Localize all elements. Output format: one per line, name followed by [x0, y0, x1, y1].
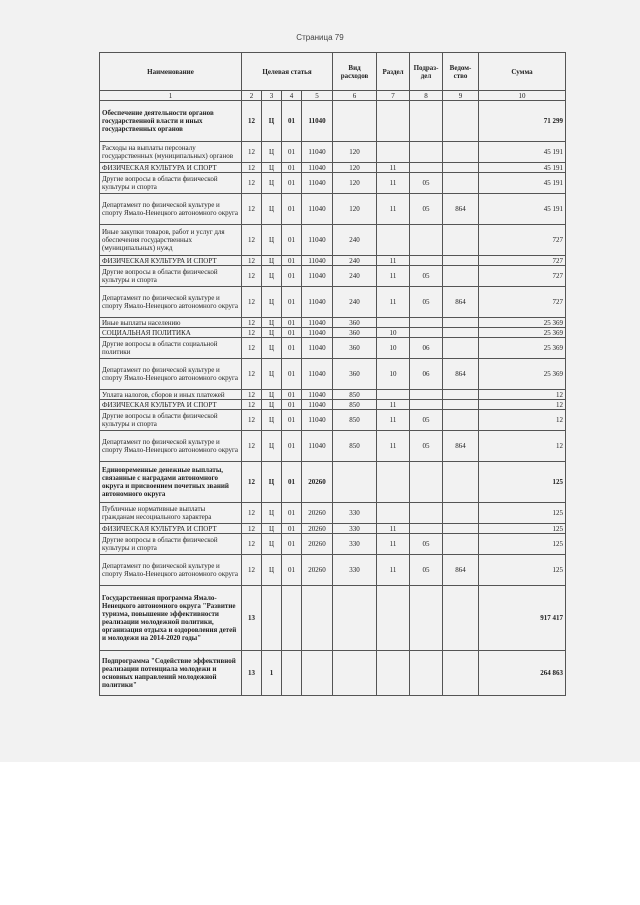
row-code-direction: 20260: [302, 503, 333, 524]
table-row: [100, 524, 566, 534]
row-sum: 727: [479, 266, 566, 287]
row-code-main-event: 01: [282, 410, 302, 431]
table-row: [100, 142, 566, 163]
table-row: [100, 194, 566, 225]
row-sum: 12: [479, 431, 566, 462]
row-sum: 917 417: [479, 586, 566, 651]
row-name: СОЦИАЛЬНАЯ ПОЛИТИКА: [100, 328, 242, 338]
row-sum: 45 191: [479, 194, 566, 225]
row-name: Единовременные денежные выплаты, связанные с наградами автономного округа и присвоением почетных званий автономного округа: [100, 462, 242, 503]
row-expense-type: 120: [333, 194, 377, 225]
row-code-program: 13: [242, 586, 262, 651]
row-code-main-event: 01: [282, 328, 302, 338]
row-section: 11: [377, 194, 410, 225]
row-code-direction: 11040: [302, 256, 333, 266]
row-name: Государственная программа Ямало-Ненецкого автономного округа "Развитие туризма, повышение эффективности реализации молодежной политики, организация отдыха и оздоровления детей и молодежи на 2014-2020 годы": [100, 586, 242, 651]
column-number: 4: [282, 91, 302, 101]
row-sum: 12: [479, 410, 566, 431]
row-subsection: [410, 651, 443, 696]
row-code-main-event: 01: [282, 534, 302, 555]
row-sum: 125: [479, 524, 566, 534]
row-sum: 125: [479, 503, 566, 524]
row-section: 11: [377, 431, 410, 462]
row-code-main-event: 01: [282, 400, 302, 410]
row-expense-type: 330: [333, 555, 377, 586]
row-code-main-event: 01: [282, 225, 302, 256]
row-code-program: 12: [242, 410, 262, 431]
row-code-main-event: 01: [282, 101, 302, 142]
column-number: 1: [100, 91, 242, 101]
row-department: [443, 256, 479, 266]
row-code-direction: 11040: [302, 318, 333, 328]
row-code-program: 12: [242, 163, 262, 173]
row-code-subprogram: Ц: [262, 503, 282, 524]
row-expense-type: [333, 101, 377, 142]
table-row: [100, 266, 566, 287]
row-section: [377, 101, 410, 142]
row-sum: 25 369: [479, 338, 566, 359]
row-department: 864: [443, 194, 479, 225]
row-name: Уплата налогов, сборов и иных платежей: [100, 390, 242, 400]
row-name: Подпрограмма "Содействие эффективной реализации потенциала молодежи и основных направлений молодежной политики": [100, 651, 242, 696]
row-code-subprogram: Ц: [262, 462, 282, 503]
row-subsection: [410, 225, 443, 256]
row-name: Департамент по физической культуре и спорту Ямало-Ненецкого автономного округа: [100, 194, 242, 225]
row-expense-type: 240: [333, 256, 377, 266]
header-subsection: Подраз-дел: [410, 53, 443, 91]
row-sum: 727: [479, 287, 566, 318]
row-subsection: [410, 524, 443, 534]
row-code-subprogram: Ц: [262, 555, 282, 586]
row-section: 11: [377, 256, 410, 266]
table-row: [100, 410, 566, 431]
row-subsection: [410, 101, 443, 142]
row-section: [377, 586, 410, 651]
row-code-direction: 11040: [302, 338, 333, 359]
row-code-program: 12: [242, 194, 262, 225]
row-sum: 12: [479, 400, 566, 410]
row-name: Иные закупки товаров, работ и услуг для обеспечения государственных (муниципальных) нужд: [100, 225, 242, 256]
row-sum: 45 191: [479, 142, 566, 163]
row-section: [377, 651, 410, 696]
table-row: [100, 651, 566, 696]
row-name: Обеспечение деятельности органов государственной власти и иных государственных органов: [100, 101, 242, 142]
row-subsection: [410, 503, 443, 524]
row-subsection: [410, 163, 443, 173]
row-code-direction: 11040: [302, 101, 333, 142]
row-expense-type: 850: [333, 400, 377, 410]
row-section: [377, 503, 410, 524]
row-code-main-event: [282, 586, 302, 651]
row-sum: 125: [479, 462, 566, 503]
table-row: [100, 173, 566, 194]
row-subsection: 06: [410, 359, 443, 390]
row-code-program: 12: [242, 524, 262, 534]
row-code-direction: 11040: [302, 390, 333, 400]
row-name: Другие вопросы в области социальной политики: [100, 338, 242, 359]
row-sum: 45 191: [479, 173, 566, 194]
row-section: [377, 318, 410, 328]
row-department: [443, 328, 479, 338]
row-code-direction: 11040: [302, 431, 333, 462]
row-name: Другие вопросы в области физической культуры и спорта: [100, 410, 242, 431]
row-sum: 125: [479, 555, 566, 586]
row-code-subprogram: Ц: [262, 173, 282, 194]
row-department: [443, 338, 479, 359]
row-section: 11: [377, 266, 410, 287]
row-department: [443, 390, 479, 400]
row-code-program: 12: [242, 462, 262, 503]
row-code-direction: 11040: [302, 328, 333, 338]
row-code-direction: 11040: [302, 142, 333, 163]
row-code-program: 12: [242, 266, 262, 287]
row-section: 10: [377, 359, 410, 390]
row-code-subprogram: Ц: [262, 400, 282, 410]
row-expense-type: 330: [333, 503, 377, 524]
row-code-program: 12: [242, 287, 262, 318]
row-code-subprogram: Ц: [262, 390, 282, 400]
table-row: [100, 338, 566, 359]
row-subsection: 05: [410, 410, 443, 431]
row-department: [443, 503, 479, 524]
row-section: 10: [377, 338, 410, 359]
table-row: [100, 318, 566, 328]
row-subsection: 05: [410, 534, 443, 555]
row-code-direction: 11040: [302, 173, 333, 194]
row-name: ФИЗИЧЕСКАЯ КУЛЬТУРА И СПОРТ: [100, 524, 242, 534]
table-row: [100, 359, 566, 390]
row-expense-type: 240: [333, 287, 377, 318]
row-code-program: 12: [242, 328, 262, 338]
column-number: 10: [479, 91, 566, 101]
row-section: [377, 390, 410, 400]
row-code-subprogram: [262, 586, 282, 651]
row-code-main-event: 01: [282, 359, 302, 390]
row-code-subprogram: Ц: [262, 256, 282, 266]
row-sum: 71 299: [479, 101, 566, 142]
row-department: [443, 586, 479, 651]
row-department: [443, 163, 479, 173]
row-subsection: [410, 142, 443, 163]
row-sum: 45 191: [479, 163, 566, 173]
row-subsection: [410, 318, 443, 328]
row-section: 11: [377, 534, 410, 555]
row-code-subprogram: Ц: [262, 328, 282, 338]
row-code-subprogram: Ц: [262, 534, 282, 555]
row-name: Департамент по физической культуре и спорту Ямало-Ненецкого автономного округа: [100, 359, 242, 390]
row-subsection: [410, 462, 443, 503]
row-code-program: 12: [242, 503, 262, 524]
table-row: [100, 287, 566, 318]
row-expense-type: 850: [333, 390, 377, 400]
row-code-subprogram: Ц: [262, 318, 282, 328]
row-section: 11: [377, 287, 410, 318]
row-name: Другие вопросы в области физической культуры и спорта: [100, 534, 242, 555]
row-section: 10: [377, 328, 410, 338]
row-code-program: 12: [242, 101, 262, 142]
column-number: 6: [333, 91, 377, 101]
row-section: 11: [377, 173, 410, 194]
row-department: 864: [443, 555, 479, 586]
row-subsection: [410, 328, 443, 338]
table-row: [100, 555, 566, 586]
row-code-program: 12: [242, 318, 262, 328]
column-number: 9: [443, 91, 479, 101]
row-code-subprogram: Ц: [262, 194, 282, 225]
row-expense-type: 330: [333, 524, 377, 534]
row-code-direction: 20260: [302, 462, 333, 503]
row-code-program: 12: [242, 555, 262, 586]
row-code-main-event: 01: [282, 318, 302, 328]
row-name: Публичные нормативные выплаты гражданам несоциального характера: [100, 503, 242, 524]
row-code-main-event: 01: [282, 256, 302, 266]
row-section: 11: [377, 400, 410, 410]
table-row: [100, 390, 566, 400]
row-code-direction: 11040: [302, 287, 333, 318]
row-subsection: 05: [410, 194, 443, 225]
row-expense-type: 330: [333, 534, 377, 555]
row-expense-type: 360: [333, 318, 377, 328]
row-code-subprogram: 1: [262, 651, 282, 696]
row-code-main-event: 01: [282, 462, 302, 503]
row-code-subprogram: Ц: [262, 163, 282, 173]
row-section: [377, 225, 410, 256]
row-department: [443, 266, 479, 287]
row-department: 864: [443, 431, 479, 462]
row-department: 864: [443, 287, 479, 318]
table-row: [100, 503, 566, 524]
row-expense-type: [333, 586, 377, 651]
table-row: [100, 534, 566, 555]
row-expense-type: 360: [333, 328, 377, 338]
table-row: [100, 163, 566, 173]
row-code-subprogram: Ц: [262, 359, 282, 390]
row-sum: 125: [479, 534, 566, 555]
row-code-direction: 20260: [302, 534, 333, 555]
row-sum: 727: [479, 225, 566, 256]
table-row: [100, 256, 566, 266]
row-department: [443, 651, 479, 696]
row-code-direction: 11040: [302, 163, 333, 173]
row-subsection: 05: [410, 555, 443, 586]
row-code-main-event: 01: [282, 503, 302, 524]
row-code-subprogram: Ц: [262, 287, 282, 318]
row-expense-type: 120: [333, 142, 377, 163]
row-expense-type: 360: [333, 338, 377, 359]
header-target-article: Целевая статья: [242, 53, 333, 91]
header-department: Ведом-ство: [443, 53, 479, 91]
column-number: 5: [302, 91, 333, 101]
row-name: ФИЗИЧЕСКАЯ КУЛЬТУРА И СПОРТ: [100, 163, 242, 173]
row-code-subprogram: Ц: [262, 338, 282, 359]
row-expense-type: 120: [333, 163, 377, 173]
row-department: [443, 410, 479, 431]
row-department: [443, 462, 479, 503]
row-expense-type: 850: [333, 410, 377, 431]
row-department: [443, 225, 479, 256]
row-section: 11: [377, 163, 410, 173]
column-number: 8: [410, 91, 443, 101]
row-sum: 727: [479, 256, 566, 266]
row-name: ФИЗИЧЕСКАЯ КУЛЬТУРА И СПОРТ: [100, 256, 242, 266]
row-code-subprogram: Ц: [262, 410, 282, 431]
row-sum: 12: [479, 390, 566, 400]
table-row: [100, 400, 566, 410]
page-number: Страница 79: [296, 33, 344, 42]
row-code-direction: [302, 586, 333, 651]
column-number: 3: [262, 91, 282, 101]
row-code-direction: 11040: [302, 359, 333, 390]
row-code-main-event: 01: [282, 163, 302, 173]
row-code-main-event: 01: [282, 555, 302, 586]
row-code-direction: 20260: [302, 524, 333, 534]
header-sum: Сумма: [479, 53, 566, 91]
row-section: 11: [377, 524, 410, 534]
table-row: [100, 586, 566, 651]
row-code-program: 12: [242, 256, 262, 266]
table-row: [100, 225, 566, 256]
row-code-program: 12: [242, 142, 262, 163]
row-subsection: 05: [410, 266, 443, 287]
row-code-subprogram: Ц: [262, 225, 282, 256]
table-row: [100, 328, 566, 338]
row-sum: 25 369: [479, 328, 566, 338]
row-name: Другие вопросы в области физической культуры и спорта: [100, 266, 242, 287]
row-code-program: 12: [242, 173, 262, 194]
row-code-program: 12: [242, 431, 262, 462]
row-section: [377, 462, 410, 503]
row-section: 11: [377, 555, 410, 586]
row-expense-type: 240: [333, 266, 377, 287]
row-subsection: 06: [410, 338, 443, 359]
row-code-main-event: 01: [282, 142, 302, 163]
row-code-direction: [302, 651, 333, 696]
row-code-subprogram: Ц: [262, 266, 282, 287]
row-expense-type: 120: [333, 173, 377, 194]
header-section: Раздел: [377, 53, 410, 91]
row-sum: 25 369: [479, 359, 566, 390]
row-expense-type: 240: [333, 225, 377, 256]
row-sum: 264 863: [479, 651, 566, 696]
budget-table: [99, 52, 566, 696]
row-subsection: 05: [410, 173, 443, 194]
row-department: [443, 534, 479, 555]
row-code-program: 12: [242, 225, 262, 256]
row-sum: 25 369: [479, 318, 566, 328]
row-code-subprogram: Ц: [262, 142, 282, 163]
row-code-direction: 20260: [302, 555, 333, 586]
row-code-direction: 11040: [302, 410, 333, 431]
table-row: [100, 462, 566, 503]
row-code-main-event: [282, 651, 302, 696]
row-department: [443, 318, 479, 328]
row-code-main-event: 01: [282, 194, 302, 225]
row-code-subprogram: Ц: [262, 524, 282, 534]
row-expense-type: 360: [333, 359, 377, 390]
row-code-direction: 11040: [302, 400, 333, 410]
row-code-main-event: 01: [282, 338, 302, 359]
row-code-program: 13: [242, 651, 262, 696]
row-code-main-event: 01: [282, 266, 302, 287]
row-code-program: 12: [242, 534, 262, 555]
row-name: ФИЗИЧЕСКАЯ КУЛЬТУРА И СПОРТ: [100, 400, 242, 410]
header-expense-type: Вид расходов: [333, 53, 377, 91]
row-department: [443, 524, 479, 534]
row-name: Расходы на выплаты персоналу государственных (муниципальных) органов: [100, 142, 242, 163]
column-number: 2: [242, 91, 262, 101]
row-subsection: [410, 400, 443, 410]
table-row: [100, 101, 566, 142]
row-name: Другие вопросы в области физической культуры и спорта: [100, 173, 242, 194]
row-subsection: [410, 586, 443, 651]
column-number-row: [100, 91, 566, 101]
row-subsection: 05: [410, 431, 443, 462]
row-subsection: [410, 256, 443, 266]
row-department: [443, 173, 479, 194]
table-row: [100, 431, 566, 462]
row-department: [443, 101, 479, 142]
row-code-direction: 11040: [302, 225, 333, 256]
row-department: [443, 400, 479, 410]
row-code-direction: 11040: [302, 266, 333, 287]
row-code-main-event: 01: [282, 431, 302, 462]
row-code-main-event: 01: [282, 390, 302, 400]
row-code-main-event: 01: [282, 524, 302, 534]
row-section: [377, 142, 410, 163]
row-expense-type: [333, 651, 377, 696]
row-name: Иные выплаты населению: [100, 318, 242, 328]
row-code-main-event: 01: [282, 287, 302, 318]
column-number: 7: [377, 91, 410, 101]
row-name: Департамент по физической культуре и спорту Ямало-Ненецкого автономного округа: [100, 287, 242, 318]
row-department: [443, 142, 479, 163]
row-name: Департамент по физической культуре и спорту Ямало-Ненецкого автономного округа: [100, 555, 242, 586]
row-name: Департамент по физической культуре и спорту Ямало-Ненецкого автономного округа: [100, 431, 242, 462]
row-expense-type: 850: [333, 431, 377, 462]
row-subsection: [410, 390, 443, 400]
row-code-program: 12: [242, 338, 262, 359]
row-code-program: 12: [242, 359, 262, 390]
row-code-subprogram: Ц: [262, 431, 282, 462]
row-code-subprogram: Ц: [262, 101, 282, 142]
row-code-program: 12: [242, 400, 262, 410]
row-expense-type: [333, 462, 377, 503]
row-code-program: 12: [242, 390, 262, 400]
row-department: 864: [443, 359, 479, 390]
row-code-main-event: 01: [282, 173, 302, 194]
row-section: 11: [377, 410, 410, 431]
row-code-direction: 11040: [302, 194, 333, 225]
header-name: Наименование: [100, 53, 242, 91]
row-subsection: 05: [410, 287, 443, 318]
